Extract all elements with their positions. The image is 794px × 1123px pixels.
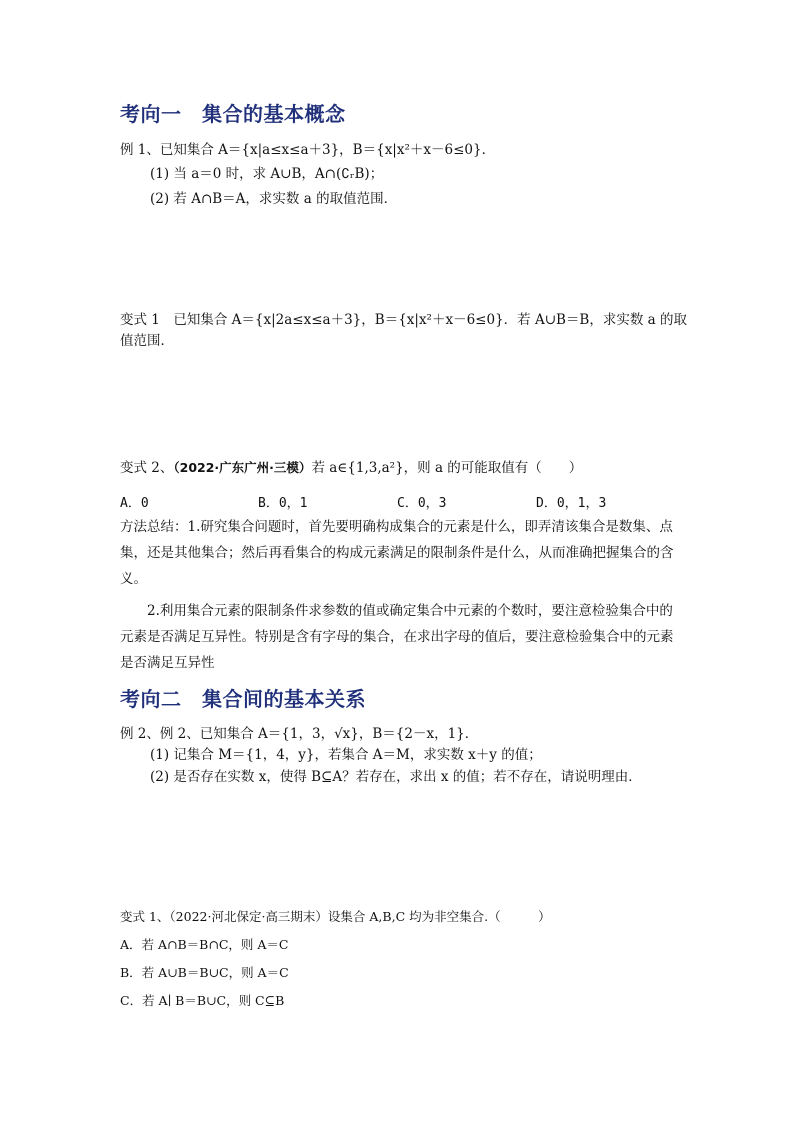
section-heading-1: 考向一 集合的基本概念 xyxy=(120,102,346,126)
section2-variant-1-option-c: C．若 A∣ B＝B∪C，则 C⊆B xyxy=(120,993,285,1008)
example-1-question-2: (2) 若 A∩B＝A，求实数 a 的取值范围． xyxy=(150,191,398,207)
section2-variant-1-option-a: A．若 A∩B＝B∩C，则 A＝C xyxy=(120,937,289,952)
variant-2-body: 若 a∈{1,3,a²}，则 a 的可能取值有（ ） xyxy=(311,460,583,476)
section2-variant-1-option-b: B．若 A∪B＝B∪C，则 A＝C xyxy=(120,965,289,980)
variant-2-option-d: D．0，1，3 xyxy=(536,496,607,511)
variant-2-option-b: B．0，1 xyxy=(258,496,308,511)
example-1-stem: 例 1、已知集合 A＝{x|a≤x≤a＋3}，B＝{x|x²＋x－6≤0}． xyxy=(120,142,496,158)
variant-2-stem xyxy=(120,458,582,478)
example-2-stem: 例 2、例 2、已知集合 A＝{1，3，√x}，B＝{2－x，1}． xyxy=(120,726,479,742)
variant-2-option-c: C．0，3 xyxy=(397,496,447,511)
method-summary-paragraph-2: 2.利用集合元素的限制条件求参数的值或确定集合中元素的个数时，要注意检验集合中的元素是否满足互异性。特别是含有字母的集合，在求出字母的值后，要注意检验集合中的元素是否满足互异性 xyxy=(120,603,674,671)
example-2-question-2: (2) 是否存在实数 x，使得 B⊆A？若存在，求出 x 的值；若不存在，请说明理由． xyxy=(150,769,642,785)
method-summary-paragraph-1: 方法总结：1.研究集合问题时，首先要明确构成集合的元素是什么，即弄清该集合是数集、点集，还是其他集合；然后再看集合的构成元素满足的限制条件是什么，从而准确把握集合的含义。 xyxy=(120,519,674,587)
section2-variant-1-stem: 变式 1、（2022·河北保定·高三期末）设集合 A,B,C 均为非空集合.（ ） xyxy=(120,909,551,924)
section-heading-2: 考向二 集合间的基本关系 xyxy=(120,687,366,711)
variant-1-line-1: 变式 1 已知集合 A＝{x|2a≤x≤a＋3}，B＝{x|x²＋x－6≤0}．若 A∪B＝B，求实数 a 的取 xyxy=(120,312,687,328)
variant-2-option-a: A．0 xyxy=(120,496,149,511)
variant-2-prefix: 变式 2、 xyxy=(120,460,174,476)
variant-2-source: （2022·广东广州·三模） xyxy=(173,460,312,475)
variant-1-line-2: 值范围． xyxy=(120,333,174,349)
example-2-question-1: (1) 记集合 M＝{1，4，y}，若集合 A＝M，求实数 x＋y 的值； xyxy=(150,747,542,763)
example-1-question-1: (1) 当 a＝0 时，求 A∪B，A∩(∁ᵣB)； xyxy=(150,166,384,182)
